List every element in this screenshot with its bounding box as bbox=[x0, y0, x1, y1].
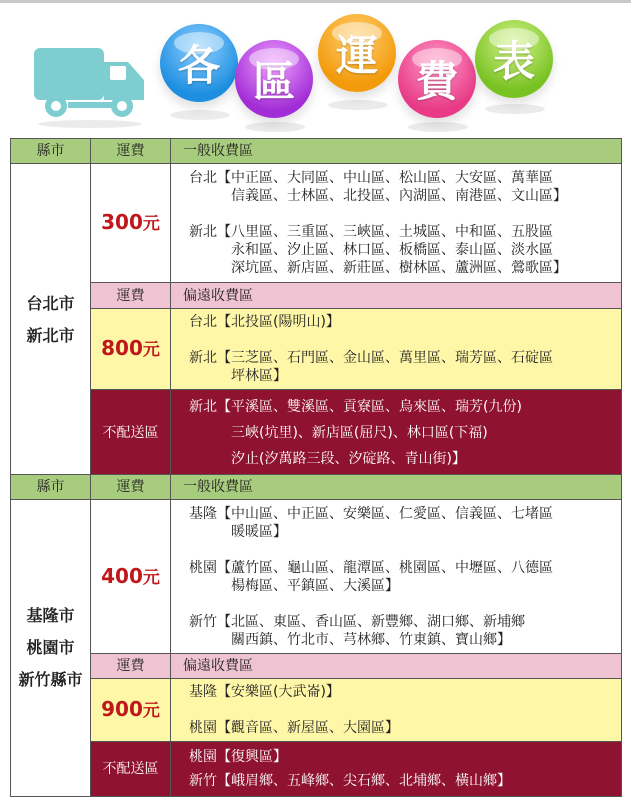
area-group bbox=[189, 746, 615, 768]
area-list bbox=[231, 613, 615, 649]
area-line: 中正區、大同區、中山區、松山區、大安區、萬華區 bbox=[231, 170, 553, 186]
top-divider bbox=[0, 0, 631, 3]
area-group bbox=[189, 770, 615, 792]
area-list bbox=[231, 223, 615, 277]
title-char-3: 運 bbox=[318, 14, 396, 92]
area-line: 觀音區、新屋區、大園區】 bbox=[231, 720, 399, 736]
normal-areas bbox=[171, 164, 622, 283]
area-group bbox=[189, 683, 615, 701]
price-value: 300 bbox=[101, 210, 143, 234]
no-delivery-label: 不配送區 bbox=[91, 742, 171, 797]
area-line: 永和區、汐止區、林口區、板橋區、泰山區、淡水區 bbox=[231, 242, 553, 258]
bubble-shadow bbox=[408, 122, 468, 132]
bubble-shadow bbox=[170, 110, 230, 120]
area-line: 汐止(汐萬路三段、汐碇路、青山街)】 bbox=[231, 451, 466, 467]
area-region-tag: 台北【 bbox=[189, 314, 231, 330]
city-cell bbox=[11, 164, 91, 477]
table-header-row bbox=[11, 139, 622, 164]
area-list bbox=[231, 719, 615, 737]
area-line: 三芝區、石門區、金山區、萬里區、瑞芳區、石碇區 bbox=[231, 350, 553, 366]
remote-fee-header: 運費 bbox=[91, 283, 171, 309]
table-header-row bbox=[11, 475, 622, 500]
area-line: 深坑區、新店區、新莊區、樹林區、蘆洲區、鶯歌區】 bbox=[231, 260, 567, 276]
price-value: 400 bbox=[101, 563, 143, 588]
area-region-tag: 新北【 bbox=[189, 224, 231, 240]
area-list bbox=[231, 770, 615, 792]
normal-areas bbox=[171, 500, 622, 654]
remote-areas bbox=[171, 309, 622, 390]
area-list bbox=[231, 559, 615, 595]
area-group bbox=[189, 349, 615, 385]
rate-table-keelung bbox=[10, 474, 622, 797]
area-list bbox=[231, 169, 615, 205]
area-group bbox=[189, 559, 615, 595]
area-line: 峨眉鄉、五峰鄉、尖石鄉、北埔鄉、橫山鄉】 bbox=[231, 773, 511, 789]
city-cell bbox=[11, 500, 91, 797]
fee-header: 運費 bbox=[91, 139, 171, 164]
page-header bbox=[0, 0, 631, 132]
no-delivery-row bbox=[11, 742, 622, 797]
area-list bbox=[231, 746, 615, 768]
city-header: 縣市 bbox=[11, 475, 91, 500]
normal-zone-row bbox=[11, 164, 622, 283]
remote-price bbox=[91, 309, 171, 390]
area-region-tag: 桃園【 bbox=[189, 559, 231, 576]
rate-table-taipei bbox=[10, 138, 622, 477]
price-unit: 元 bbox=[142, 567, 160, 588]
area-group bbox=[189, 613, 615, 649]
remote-zone-header: 偏遠收費區 bbox=[171, 283, 622, 309]
remote-header-row bbox=[11, 654, 622, 679]
area-line: 暖暖區】 bbox=[231, 523, 287, 540]
remote-areas bbox=[171, 679, 622, 742]
area-line: 北投區(陽明山)】 bbox=[231, 314, 340, 330]
area-region-tag: 新北【 bbox=[189, 350, 231, 366]
remote-header-row bbox=[11, 283, 622, 309]
city-name: 台北市 bbox=[26, 294, 75, 313]
city-name: 新北市 bbox=[26, 326, 75, 345]
area-line: 復興區】 bbox=[231, 749, 287, 765]
city-name: 基隆市 bbox=[26, 606, 75, 625]
area-region-tag: 台北【 bbox=[189, 170, 231, 186]
area-group bbox=[189, 505, 615, 541]
area-region-tag: 桃園【 bbox=[189, 720, 231, 736]
fee-header: 運費 bbox=[91, 475, 171, 500]
bubble-shadow bbox=[485, 104, 545, 114]
title-char-1: 各 bbox=[160, 24, 238, 102]
area-line: 平溪區、雙溪區、貢寮區、烏來區、瑞芳(九份) bbox=[231, 399, 522, 415]
bubble-shadow bbox=[328, 100, 388, 110]
area-line: 安樂區(大武崙)】 bbox=[231, 684, 340, 700]
remote-fee-header: 運費 bbox=[91, 654, 171, 679]
bubble-shadow bbox=[245, 122, 305, 132]
zone-header: 一般收費區 bbox=[171, 139, 622, 164]
area-region-tag: 基隆【 bbox=[189, 505, 231, 522]
truck-icon bbox=[30, 38, 150, 128]
area-line: 關西鎮、竹北市、芎林鄉、竹東鎮、寶山鄉】 bbox=[231, 631, 511, 648]
area-region-tag: 新竹【 bbox=[189, 613, 231, 630]
area-region-tag: 基隆【 bbox=[189, 684, 231, 700]
no-delivery-row bbox=[11, 390, 622, 477]
price-unit: 元 bbox=[142, 214, 160, 234]
area-line: 中山區、中正區、安樂區、仁愛區、信義區、七堵區 bbox=[231, 505, 553, 522]
no-delivery-areas bbox=[171, 390, 622, 477]
price-value: 800 bbox=[101, 336, 143, 360]
area-line: 蘆竹區、龜山區、龍潭區、桃園區、中壢區、八德區 bbox=[231, 559, 553, 576]
area-list bbox=[231, 313, 615, 331]
area-list bbox=[231, 683, 615, 701]
normal-price bbox=[91, 164, 171, 283]
area-group bbox=[189, 169, 615, 205]
title-char-2: 區 bbox=[235, 40, 313, 118]
city-name: 桃園市 bbox=[26, 638, 75, 657]
remote-zone-header: 偏遠收費區 bbox=[171, 654, 622, 679]
area-list bbox=[231, 505, 615, 541]
area-list bbox=[231, 394, 615, 472]
area-group bbox=[189, 394, 615, 472]
area-group bbox=[189, 223, 615, 277]
area-region-tag: 新竹【 bbox=[189, 773, 231, 789]
area-group bbox=[189, 313, 615, 331]
area-line: 三峽(坑里)、新店區(屈尺)、林口區(下福) bbox=[231, 425, 488, 441]
area-group bbox=[189, 719, 615, 737]
area-line: 北區、東區、香山區、新豐鄉、湖口鄉、新埔鄉 bbox=[231, 613, 525, 630]
remote-zone-row bbox=[11, 679, 622, 742]
title-char-4: 費 bbox=[398, 40, 476, 118]
city-header: 縣市 bbox=[11, 139, 91, 164]
title-char-5: 表 bbox=[475, 20, 553, 98]
remote-zone-row bbox=[11, 309, 622, 390]
price-unit: 元 bbox=[142, 340, 160, 360]
price-unit: 元 bbox=[142, 701, 160, 721]
area-region-tag: 新北【 bbox=[189, 399, 231, 415]
price-value: 900 bbox=[101, 697, 143, 721]
zone-header: 一般收費區 bbox=[171, 475, 622, 500]
area-region-tag: 桃園【 bbox=[189, 749, 231, 765]
no-delivery-label: 不配送區 bbox=[91, 390, 171, 477]
no-delivery-areas bbox=[171, 742, 622, 797]
area-list bbox=[231, 349, 615, 385]
normal-price bbox=[91, 500, 171, 654]
normal-zone-row bbox=[11, 500, 622, 654]
area-line: 信義區、士林區、北投區、內湖區、南港區、文山區】 bbox=[231, 188, 567, 204]
area-line: 八里區、三重區、三峽區、土城區、中和區、五股區 bbox=[231, 224, 553, 240]
remote-price bbox=[91, 679, 171, 742]
area-line: 坪林區】 bbox=[231, 368, 287, 384]
city-name: 新竹縣市 bbox=[18, 670, 83, 689]
area-line: 楊梅區、平鎮區、大溪區】 bbox=[231, 577, 399, 594]
